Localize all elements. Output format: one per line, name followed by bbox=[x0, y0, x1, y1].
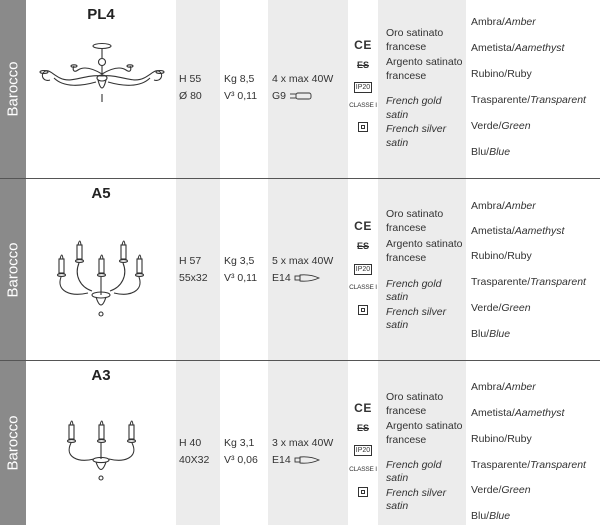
dimensions-cell bbox=[176, 361, 220, 525]
color-green: Verde/Green bbox=[471, 302, 531, 314]
category-tab bbox=[0, 361, 26, 525]
finish-gold-it: Oro satinato bbox=[386, 391, 444, 403]
color-amethyst: Ametista/Aamethyst bbox=[471, 42, 565, 54]
weight-value: Kg 3,1 bbox=[224, 437, 255, 449]
cert-cell bbox=[348, 361, 378, 525]
finish-silver-en-2: satin bbox=[386, 319, 409, 331]
finish-cell bbox=[378, 0, 466, 178]
category-label: Barocco bbox=[4, 241, 22, 298]
ip20-rating bbox=[348, 263, 378, 275]
ip20-badge: IP20 bbox=[355, 266, 371, 273]
bulb-cell bbox=[268, 0, 348, 178]
candle-bulb-icon bbox=[294, 273, 320, 283]
lamp-count: 5 x max 40W bbox=[272, 255, 334, 267]
lamp-count: 4 x max 40W bbox=[272, 73, 334, 85]
category-tab bbox=[0, 179, 26, 360]
socket-row bbox=[272, 453, 320, 467]
ip20-badge: IP20 bbox=[355, 84, 371, 91]
weight-cell bbox=[220, 179, 268, 360]
ip20-badge: IP20 bbox=[355, 447, 371, 454]
finish-silver-it: Argento satinato bbox=[386, 238, 463, 250]
diameter-value: Ø 80 bbox=[179, 90, 202, 102]
g9-bulb-icon bbox=[289, 91, 313, 101]
socket-type: E14 bbox=[272, 454, 291, 466]
color-transparent: Trasparente/Transparent bbox=[471, 459, 586, 471]
size-value: 55x32 bbox=[179, 272, 208, 284]
socket-row bbox=[272, 271, 320, 285]
colors-cell bbox=[466, 361, 600, 525]
size-value: 40X32 bbox=[179, 454, 210, 466]
volume-value: V³ 0,11 bbox=[224, 272, 258, 284]
cert-cell bbox=[348, 0, 378, 178]
finish-silver-en: French silver bbox=[386, 123, 447, 135]
weight-value: Kg 8,5 bbox=[224, 73, 255, 85]
color-amethyst: Ametista/Aamethyst bbox=[471, 225, 565, 237]
color-green: Verde/Green bbox=[471, 120, 531, 132]
color-transparent: Trasparente/Transparent bbox=[471, 276, 586, 288]
finish-gold-en: French gold bbox=[386, 278, 442, 290]
socket-type: G9 bbox=[272, 90, 287, 102]
color-amber: Ambra/Amber bbox=[471, 200, 536, 212]
double-insulation-icon bbox=[348, 487, 378, 499]
colors-cell bbox=[466, 0, 600, 178]
weight-value: Kg 3,5 bbox=[224, 255, 255, 267]
color-ruby: Rubino/Ruby bbox=[471, 68, 532, 80]
product-image-cell bbox=[26, 179, 176, 360]
socket-type: E14 bbox=[272, 272, 291, 284]
product-code: A3 bbox=[91, 367, 111, 384]
dimensions-cell bbox=[176, 179, 220, 360]
color-transparent: Trasparente/Transparent bbox=[471, 94, 586, 106]
es-mark-icon: ES bbox=[356, 241, 369, 251]
bulb-cell bbox=[268, 179, 348, 360]
cert-cell bbox=[348, 179, 378, 360]
finish-silver-it: Argento satinato bbox=[386, 56, 463, 68]
finish-gold-en-2: satin bbox=[386, 291, 409, 303]
color-amber: Ambra/Amber bbox=[471, 381, 536, 393]
color-blue: Blu/Blue bbox=[471, 146, 511, 158]
weight-cell bbox=[220, 0, 268, 178]
es-mark-icon: ES bbox=[356, 60, 369, 70]
sconce-a3-drawing bbox=[34, 417, 170, 483]
volume-value: V³ 0,11 bbox=[224, 90, 258, 102]
color-amethyst: Ametista/Aamethyst bbox=[471, 407, 565, 419]
ce-mark-icon: CE bbox=[354, 219, 372, 233]
ce-mark-icon: CE bbox=[354, 38, 372, 52]
color-ruby: Rubino/Ruby bbox=[471, 433, 532, 445]
product-row-pl4 bbox=[0, 0, 600, 178]
double-insulation-icon bbox=[348, 305, 378, 317]
ip20-rating bbox=[348, 444, 378, 456]
finish-silver-en: French silver bbox=[386, 487, 447, 499]
color-blue: Blu/Blue bbox=[471, 510, 511, 522]
product-row-a5 bbox=[0, 179, 600, 360]
finish-gold-en-2: satin bbox=[386, 109, 409, 121]
class-rating: CLASSE I bbox=[349, 284, 377, 291]
color-ruby: Rubino/Ruby bbox=[471, 250, 532, 262]
finish-silver-en-2: satin bbox=[386, 137, 409, 149]
height-value: H 55 bbox=[179, 73, 202, 85]
color-green: Verde/Green bbox=[471, 484, 531, 496]
product-row-a3 bbox=[0, 361, 600, 525]
height-value: H 57 bbox=[179, 255, 202, 267]
product-code: PL4 bbox=[87, 6, 115, 23]
bulb-cell bbox=[268, 361, 348, 525]
finish-silver-en-2: satin bbox=[386, 500, 409, 512]
finish-cell bbox=[378, 361, 466, 525]
finish-cell bbox=[378, 179, 466, 360]
finish-gold-en-2: satin bbox=[386, 472, 409, 484]
double-insulation-icon bbox=[348, 122, 378, 134]
height-value: H 40 bbox=[179, 437, 202, 449]
finish-gold-it-2: francese bbox=[386, 222, 427, 234]
weight-cell bbox=[220, 361, 268, 525]
sconce-a5-drawing bbox=[34, 235, 170, 319]
finish-gold-it-2: francese bbox=[386, 41, 427, 53]
class-rating: CLASSE I bbox=[349, 466, 377, 473]
category-label: Barocco bbox=[4, 61, 22, 117]
color-blue: Blu/Blue bbox=[471, 328, 511, 340]
volume-value: V³ 0,06 bbox=[224, 454, 258, 466]
category-label: Barocco bbox=[4, 415, 22, 471]
ce-mark-icon: CE bbox=[354, 401, 372, 415]
finish-gold-it: Oro satinato bbox=[386, 27, 444, 39]
finish-silver-it: Argento satinato bbox=[386, 420, 463, 432]
finish-silver-it-2: francese bbox=[386, 434, 427, 446]
candle-bulb-icon bbox=[294, 455, 320, 465]
class-rating: CLASSE I bbox=[349, 102, 377, 109]
dimensions-cell bbox=[176, 0, 220, 178]
finish-gold-it-2: francese bbox=[386, 405, 427, 417]
product-image-cell bbox=[26, 361, 176, 525]
finish-gold-it: Oro satinato bbox=[386, 208, 444, 220]
es-mark-icon: ES bbox=[356, 423, 369, 433]
colors-cell bbox=[466, 179, 600, 360]
finish-silver-en: French silver bbox=[386, 306, 447, 318]
socket-row bbox=[272, 89, 313, 103]
product-image-cell bbox=[26, 0, 176, 178]
product-code: A5 bbox=[91, 185, 111, 202]
ip20-rating bbox=[348, 81, 378, 93]
chandelier-pl4-drawing bbox=[34, 38, 170, 108]
finish-silver-it-2: francese bbox=[386, 70, 427, 82]
finish-gold-en: French gold bbox=[386, 95, 442, 107]
finish-gold-en: French gold bbox=[386, 459, 442, 471]
finish-silver-it-2: francese bbox=[386, 252, 427, 264]
color-amber: Ambra/Amber bbox=[471, 16, 536, 28]
lamp-count: 3 x max 40W bbox=[272, 437, 334, 449]
category-tab bbox=[0, 0, 26, 178]
